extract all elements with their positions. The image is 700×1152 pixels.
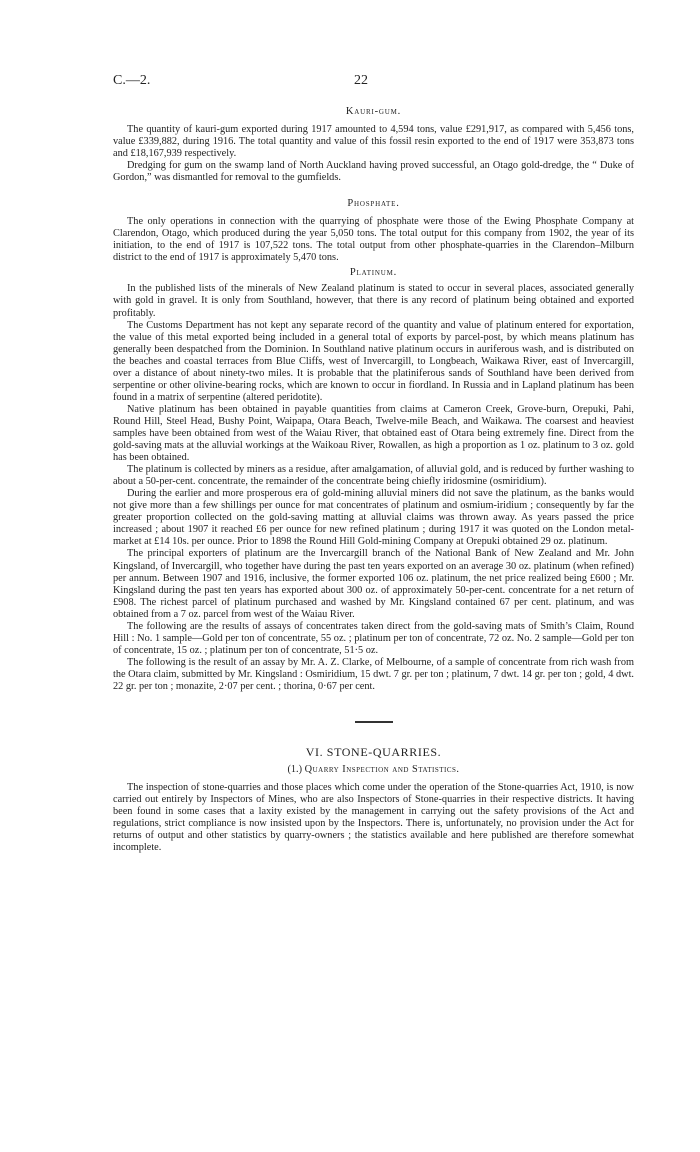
paragraph: The principal exporters of platinum are the Invercargill branch of the National Bank of New Zealand and Mr. John Kingsland, of Invercargill, who together have during the past ten years exported on an average 30 oz. platinum (when refined) per annum. Between 1907 and 1916, inclusive, the former exported 106 oz. platinum, the net price realized being £600 ; Mr. Kingsland during the past ten years has exported about 300 oz. of approximately 50-per-cent. concentrate for a net return of £908. The richest parcel of platinum purchased and washed by Mr. Kingsland contained 67 per cent. platinum, and was obtained from a 7 oz. parcel from west of the Waiau River. [113,548,634,620]
subheading-title: Quarry Inspection and Statistics. [304,764,460,776]
paragraph: The inspection of stone-quarries and those places which come under the operation of the Stone-quarries Act, 1910, is now carried out entirely by Inspectors of Mines, who are also Inspectors of Stone-quarries in their respective districts. It having been found in some cases that a laxity existed by the management in carrying out the safety provisions of the Act and regulations, strict compliance is now insisted upon by the Inspectors. There is, unfortunately, no provision under the Act for returns of output and other statistics by quarry-owners ; the statistics available and here published are therefore somewhat incomplete. [113,782,634,854]
subheading-number: (1.) [287,764,303,776]
stone-quarries-heading: VI. STONE-QUARRIES. [305,745,442,760]
paragraph: In the published lists of the minerals of New Zealand platinum is stated to occur in several places, associated generally with gold in gravel. It is only from Southland, however, that there is any record of platinum being obtained and exported profitably. [113,283,634,319]
paragraph: Dredging for gum on the swamp land of North Auckland having proved successful, an Otago gold-dredge, the “ Duke of Gordon,” was dismantled for removal to the gumfields. [113,160,634,184]
paragraph: The Customs Department has not kept any separate record of the quantity and value of platinum entered for exportation, the value of this metal exported being included in a general total of exports by parcel-post, by which means platinum has generally been despatched from the Dominion. In Southland native platinum occurs in auriferous wash, and is distributed on the beaches and coastal terraces from Blue Cliffs, west of Invercargill, to Longbeach, Waikawa River, east of Invercargill, over a distance of about ninety-two miles. It is probable that the platiniferous sands of Southland have been derived from serpentine or other olivine-bearing rocks, which are known to occur in fiordland. In Russia and in Lapland platinum has been found in a matrix of serpentine (altered peridotite). [113,319,634,403]
phosphate-section [113,198,634,264]
paragraph: The platinum is collected by miners as a residue, after amalgamation, of alluvial gold, and is reduced by further washing to about a 50-per-cent. concentrate, the remainder of the concentrate being chiefly iridosmine (osmiridium). [113,464,634,488]
kauri-gum-section [113,106,634,184]
page-number: 22 [354,73,368,88]
paragraph: The following are the results of assays of concentrates taken direct from the gold-saving mats of Smith’s Claim, Round Hill : No. 1 sample—Gold per ton of concentrate, 55 oz. ; platinum per ton of concentrate, 72 oz. No. 2 sample—Gold per ton of concentrate, 15 oz. ; platinum per ton of concentrate, 51·5 oz. [113,620,634,656]
paragraph: Native platinum has been obtained in payable quantities from claims at Cameron Creek, Grove-burn, Orepuki, Pahi, Round Hill, Steel Head, Bushy Point, Waipapa, Otara Beach, Twelve-mile Beach, and Waikawa. The coarsest and heaviest samples have been obtained from west of the Waiau River, that obtained east of Otara being extremely fine. Direct from the gold-saving mats at the alluvial workings at the Waikoau River, Rowallen, as high a proportion as 1 oz. platinum to 3 oz. gold has been obtained. [113,403,634,464]
paragraph: The following is the result of an assay by Mr. A. Z. Clarke, of Melbourne, of a sample of concentrate from rich wash from the Otara claim, submitted by Mr. Kingsland : Osmiridium, 15 dwt. 7 gr. per ton ; platinum, 7 dwt. 14 gr. per ton ; gold, 4 dwt. 22 gr. per ton ; monazite, 2·07 per cent. ; thorina, 0·67 per cent. [113,656,634,692]
platinum-section [113,267,634,693]
page-header [113,72,634,94]
quarry-inspection-subheading [113,764,634,776]
phosphate-heading: Phosphate. [347,198,400,210]
paragraph: The quantity of kauri-gum exported during 1917 amounted to 4,594 tons, value £291,917, as compared with 5,456 tons, value £339,882, during 1916. The total quantity and value of this fossil resin exported to the end of 1917 were 353,873 tons and £18,167,939 respectively. [113,124,634,160]
stone-quarries-section [113,745,634,854]
section-divider [355,721,393,723]
kauri-gum-heading: Kauri-gum. [345,106,402,117]
platinum-heading: Platinum. [349,267,398,279]
paragraph: During the earlier and more prosperous era of gold-mining alluvial miners did not save the platinum, as the banks would not give more than a few shillings per ounce for mat concentrates of platinum and osmium-iridium ; consequently by far the greater proportion collected on the gold-saving matting at alluvial claims was thrown away. As years passed the price increased ; about 1907 it reached £6 per ounce for new refined platinum ; during 1917 it was quoted on the London metal-market at £14 10s. per ounce. Prior to 1898 the Round Hill Gold-mining Company at Orepuki obtained 29 oz. platinum. [113,488,634,548]
paragraph: The only operations in connection with the quarrying of phosphate were those of the Ewing Phosphate Company at Clarendon, Otago, which produced during the year 5,050 tons. The total output for this company from 1902, the year of its initiation, to the end of 1917 is 107,522 tons. The total output from other phosphate-quarries in the Clarendon–Milburn district to the end of 1917 is approximately 5,470 tons. [113,216,634,264]
document-reference: C.—2. [113,73,151,88]
